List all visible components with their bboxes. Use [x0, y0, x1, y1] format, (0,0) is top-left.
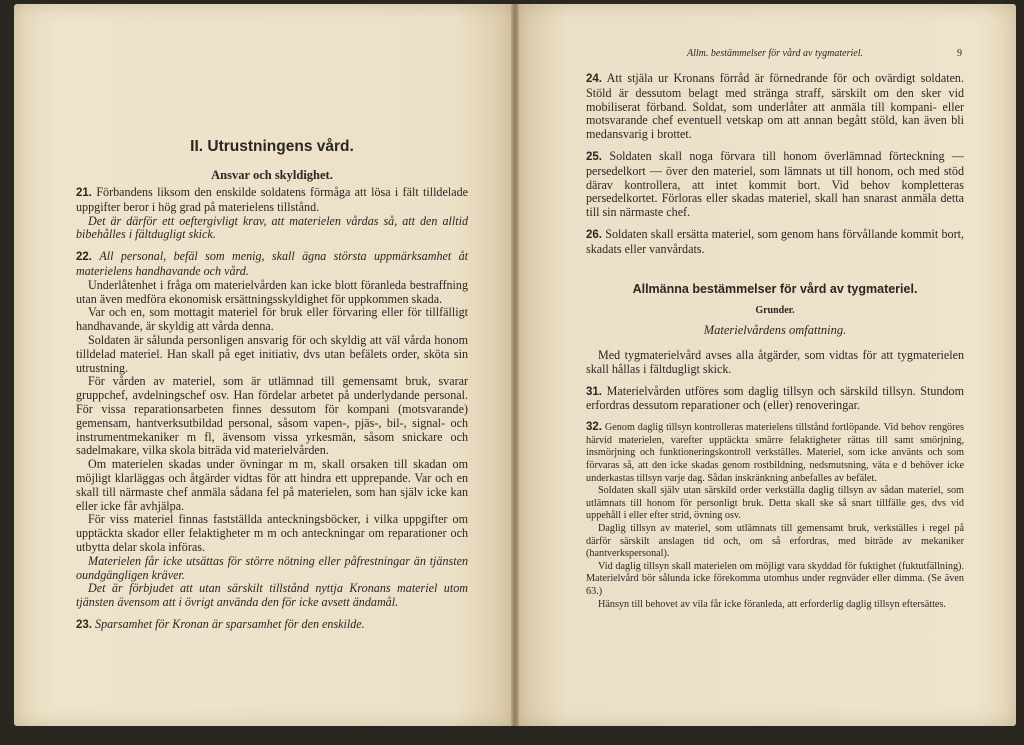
paragraph-32c: Daglig tillsyn av materiel, som utlämnats till gemensamt bruk, verkställes i regel på därför särskilt anslagen tid och, om så erfordras, med biträde av mekaniker (hantverkspersonal). — [586, 522, 964, 560]
page-number: 9 — [957, 48, 962, 59]
paragraph-text: Materielvården utföres som daglig tillsyn och särskild tillsyn. Stundom erfordras dessutom reparationer och (eller) renoveringar. — [586, 383, 964, 413]
paragraph-32e: Hänsyn till behovet av vila får icke föranleda, att erforderlig daglig tillsyn eftersättes. — [598, 598, 946, 610]
paragraph-number: 23. — [76, 618, 92, 631]
paragraph-22f: För viss materiel finnas fastställda anteckningsböcker, i vilka uppgifter om upptäckta skador eller felaktigheter m m och anteckningar om reparationer och utbytta delar skola införas. — [76, 512, 468, 554]
paragraph-number: 31. — [586, 385, 602, 398]
paragraph-22e: Om materielen skadas under övningar m m, skall orsaken till skadan om möjligt klarläggas och åtgärder vidtas för att hindra ett upprepande. Var och en skall till närmaste chef anmäla sådana fel på materielen, som han själv icke kan eller icke får avhjälpa. — [76, 457, 468, 513]
section-subheading-italic: Materielvårdens omfattning. — [703, 323, 847, 337]
paragraph-22a: Underlåtenhet i fråga om materielvården kan icke blott föranleda bestraffning utan även medföra ekonomisk ersättningsskyldighet för uppkommen skada. — [76, 277, 468, 306]
paragraph-lead: All personal, befäl som menig, skall ägna största uppmärksamhet åt materielens handhavande och vård. — [76, 249, 468, 278]
paragraph-21-italic: Det är därför ett oeftergivligt krav, att materielen vårdas så, att den alltid bibehålles i fältdugligt skick. — [76, 213, 468, 242]
paragraph-intro: Med tygmaterielvård avses alla åtgärder, som vidtas för att tygmaterielen skall hållas i fältdugligt skick. — [586, 348, 964, 376]
paragraph-32d: Vid daglig tillsyn skall materielen om möjligt vara skyddad för fuktighet (fuktutfällning). Materielvård bör sålunda icke förekomma utomhus under regnväder eller dimma. (Se även 63.) — [586, 560, 964, 597]
left-text-column — [76, 186, 468, 633]
paragraph-number: 21. — [76, 187, 92, 199]
paragraph-32 — [586, 421, 964, 485]
book-gutter — [511, 4, 519, 726]
paragraph-22b: Var och en, som mottagit materiel för bruk eller förvaring eller för tillfälligt handhavande, är skyldig att vårda denna. — [76, 305, 468, 334]
paragraph-number: 32. — [586, 421, 602, 434]
paragraph-31 — [586, 385, 964, 414]
right-text-column-lower — [586, 349, 964, 611]
paragraph-number: 24. — [586, 73, 602, 85]
paragraph-number: 22. — [76, 251, 92, 264]
paragraph-number: 26. — [586, 228, 602, 241]
paragraph-text: Soldaten skall ersätta materiel, som genom hans förvållande kommit bort, skadats eller vanvårdats. — [586, 226, 964, 256]
paragraph-text: Genom daglig tillsyn kontrolleras materielens tillstånd fortlöpande. Vid behov rengöres härvid materielen, varefter upptäckta smärre felaktigheter rättas till samt smörjning, insmörjning och funktioneringskontroll verkställes. Materiel, som icke använts och som förvaras så, att den icke skadas genom rostbildning, nedsmutsning, väta e d behöver icke underkastas tillsyn varje dag. Sådan inskränkning anbefalles av befälet. — [586, 422, 965, 484]
paragraph-22d: För vården av materiel, som är utlämnad till gemensamt bruk, svarar gruppchef, avdelningschef osv. Han fördelar arbetet på underlydande personal. För vissa reparationsarbeten finnes dessutom för kompani (motsvarande) gemensam, hantverksutbildad personal, såsom vapen-, pjäs-, bil-, signal- och instrumentmekaniker m fl, ävensom vissa yrkesmän, såsom snickare och sadelmakare, vilka skola biträda vid materielvården. — [76, 374, 468, 458]
paragraph-25 — [586, 150, 964, 220]
paragraph-text: Att stjäla ur Kronans förråd är förnedrande för och ovärdigt soldaten. Stöld är dessutom belagt med stränga straff, särskilt om den sker vid mobiliserat förband. Soldat, som underlåter att anmäla till kompani- eller motsvarande chef eventuell vetskap om att annan begått stöld, kan även bli medansvarig i brottet. — [586, 71, 965, 142]
right-text-column — [586, 72, 964, 257]
paragraph-22c: Soldaten är sålunda personligen ansvarig för och skyldig att väl vårda honom tilldelad materiel. Han skall på eget initiativ, dvs utan befälets order, sköta sin utrustning. — [76, 332, 468, 375]
section-subheading: Ansvar och skyldighet. — [211, 168, 333, 182]
paragraph-32b: Soldaten skall själv utan särskild order verkställa daglig tillsyn av sådan materiel, som utlämnats till honom för personligt bruk. Detta skall ske så snart tillfälle ges, dvs vid uppehåll i eller efter strid, övning osv. — [586, 485, 964, 522]
paragraph-26 — [586, 228, 964, 257]
running-head: Allm. bestämmelser för vård av tygmateriel. — [687, 48, 863, 59]
section-subheading-right: Grunder. — [755, 305, 795, 316]
section-heading-right: Allmänna bestämmelser för vård av tygmateriel. — [632, 282, 918, 296]
section-heading: II. Utrustningens vård. — [190, 138, 354, 155]
paragraph-22g: Materielen får icke utsättas för större nötning eller påfrestningar än tjänsten oundgängligen kräver. — [76, 553, 468, 582]
small-print-block — [586, 421, 964, 611]
paragraph-22 — [76, 250, 468, 279]
paragraph-text: Förbandens liksom den enskilde soldatens förmåga att lösa i fält tilldelade uppgifter beror i hög grad på materielens tillstånd. — [76, 185, 468, 214]
paragraph-23 — [76, 618, 468, 633]
paragraph-21 — [76, 186, 468, 215]
paragraph-text: Soldaten skall noga förvara till honom överlämnad förteckning — persedelkort — över den materiel, som lämnats ut till honom, och med stöd därav kontrollera, att intet kommit bort. Vid behov kompletteras persedelkortet. Förloras eller skadas materiel, skall han snarast anmäla detta till sin närmaste chef. — [586, 148, 964, 220]
paragraph-24 — [586, 72, 964, 142]
paragraph-22h: Det är förbjudet att utan särskilt tillstånd nyttja Kronans materiel utom tjänsten ävensom att i övrigt använda den för icke avsett ändamål. — [76, 581, 468, 610]
paragraph-number: 25. — [586, 150, 602, 163]
paragraph-text: Sparsamhet för Kronan är sparsamhet för den enskilde. — [95, 616, 365, 631]
